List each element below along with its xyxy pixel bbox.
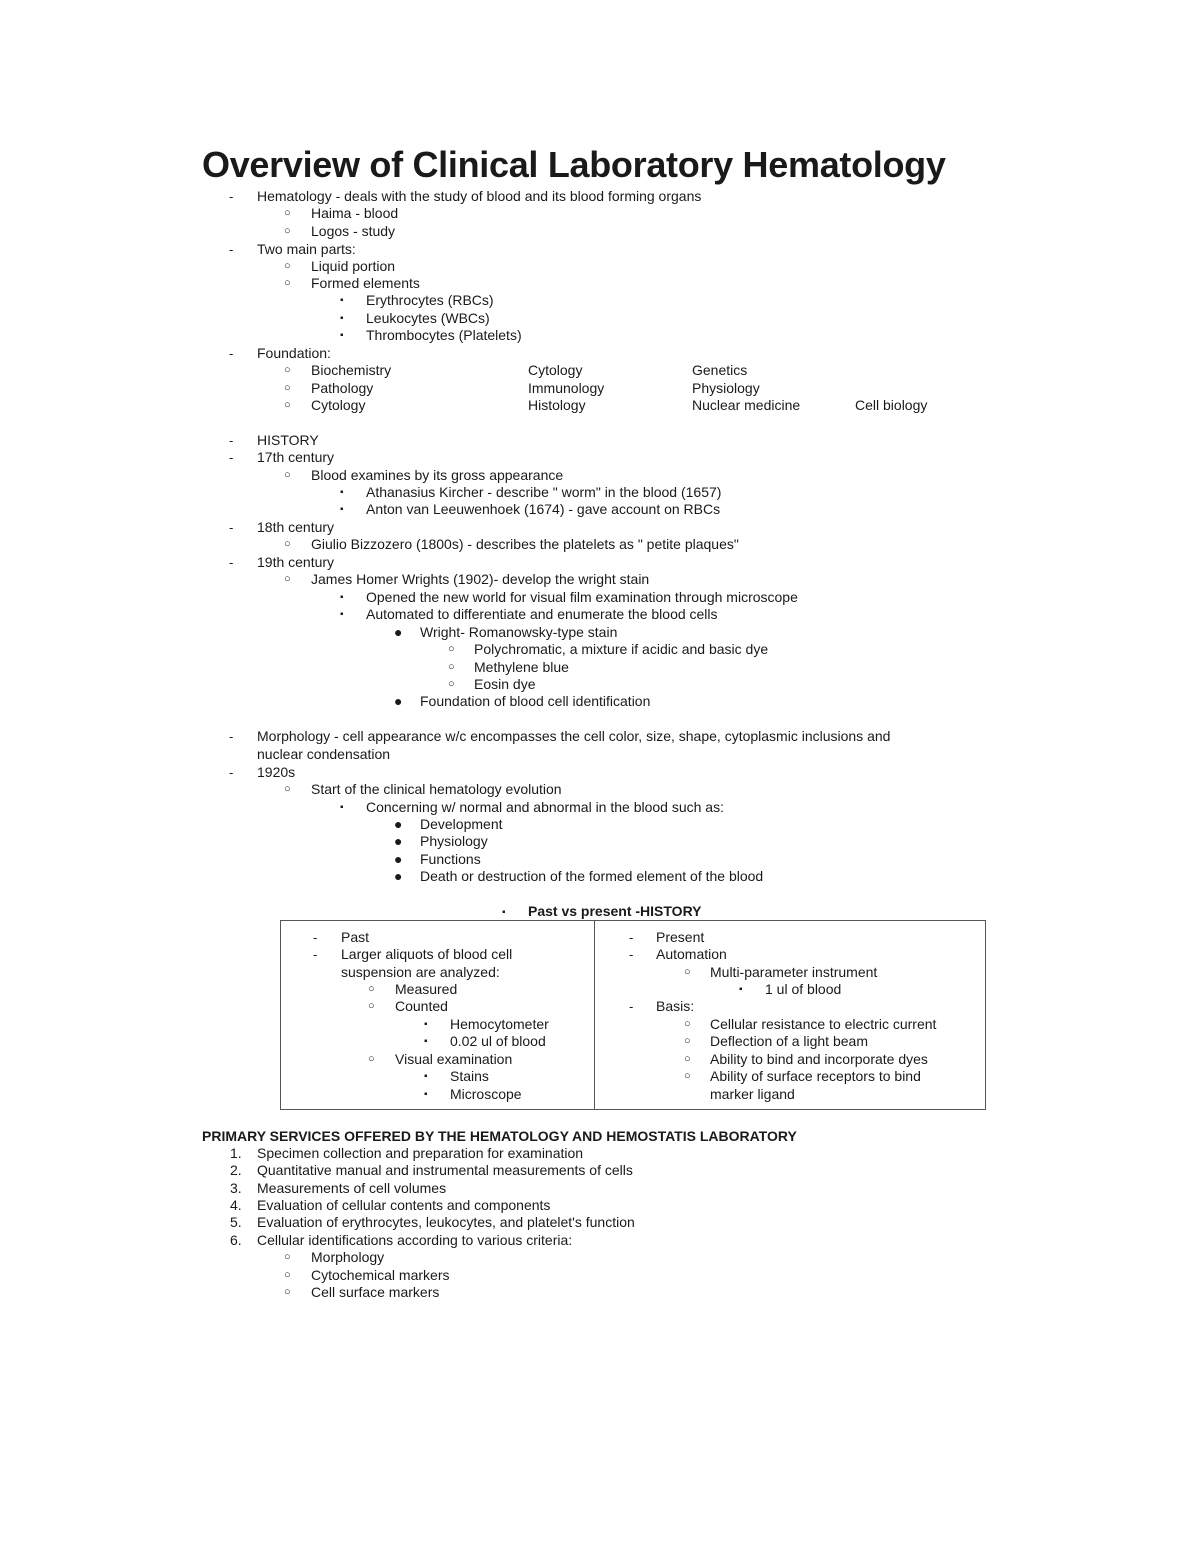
services-num: 6. <box>230 1232 242 1248</box>
bullet-circle: ○ <box>368 983 375 995</box>
outline-physiology: Physiology <box>420 833 488 849</box>
bullet-dash: - <box>229 765 234 780</box>
foundation-cell: Immunology <box>528 380 605 396</box>
outline-17th: 17th century <box>257 449 335 465</box>
outline-history: HISTORY <box>257 432 319 448</box>
present-surface: Ability of surface receptors to bind <box>710 1068 921 1084</box>
outline-leeuwenhoek: Anton van Leeuwenhoek (1674) - gave account on RBCs <box>366 501 721 517</box>
bullet-dash: - <box>229 189 234 204</box>
outline-development: Development <box>420 816 503 832</box>
bullet-dash: - <box>229 555 234 570</box>
outline-foundation-id: Foundation of blood cell identification <box>420 693 651 709</box>
present-multi: Multi-parameter instrument <box>710 964 878 980</box>
services-item: Cellular identifications according to various criteria: <box>257 1232 573 1248</box>
past-label: Past <box>341 929 370 945</box>
bullet-circle: ○ <box>284 399 291 411</box>
bullet-square: ▪ <box>739 984 743 995</box>
outline-wright: James Homer Wrights (1902)- develop the wright stain <box>311 571 650 587</box>
bullet-circle: ○ <box>684 1053 691 1065</box>
bullet-circle: ○ <box>684 1018 691 1030</box>
bullet-dot: ● <box>394 624 403 640</box>
bullet-dash: - <box>229 450 234 465</box>
outline-bizzozero: Giulio Bizzozero (1800s) - describes the platelets as " petite plaques" <box>311 536 739 552</box>
bullet-dot: ● <box>394 833 403 849</box>
services-item: Specimen collection and preparation for examination <box>257 1145 584 1161</box>
bullet-circle: ○ <box>448 678 455 690</box>
services-num: 3. <box>230 1180 242 1196</box>
bullet-circle: ○ <box>284 277 291 289</box>
present-ul1: 1 ul of blood <box>765 981 842 997</box>
bullet-dash: - <box>313 930 318 945</box>
services-sub: Cell surface markers <box>311 1284 440 1300</box>
services-num: 2. <box>230 1162 242 1178</box>
bullet-dash: - <box>229 433 234 448</box>
outline-foundation: Foundation: <box>257 345 331 361</box>
present-bind: Ability to bind and incorporate dyes <box>710 1051 928 1067</box>
bullet-square: ▪ <box>340 330 344 341</box>
outline-liquid: Liquid portion <box>311 258 396 274</box>
bullet-circle: ○ <box>284 783 291 795</box>
outline-18th: 18th century <box>257 519 335 535</box>
foundation-cell: Pathology <box>311 380 374 396</box>
bullet-circle: ○ <box>284 538 291 550</box>
outline-erythro: Erythrocytes (RBCs) <box>366 292 494 308</box>
bullet-circle: ○ <box>284 469 291 481</box>
bullet-circle: ○ <box>284 1269 291 1281</box>
bullet-square: ▪ <box>502 907 506 918</box>
bullet-circle: ○ <box>284 207 291 219</box>
services-num: 5. <box>230 1214 242 1230</box>
past-measured: Measured <box>395 981 458 997</box>
present-deflection: Deflection of a light beam <box>710 1033 868 1049</box>
bullet-dash: - <box>229 242 234 257</box>
foundation-cell: Cytology <box>311 397 366 413</box>
outline-haima: Haima - blood <box>311 205 399 221</box>
bullet-dot: ● <box>394 816 403 832</box>
outline-start: Start of the clinical hematology evolution <box>311 781 562 797</box>
outline-methylene: Methylene blue <box>474 659 569 675</box>
bullet-dot: ● <box>394 693 403 709</box>
foundation-cell: Genetics <box>692 362 748 378</box>
bullet-circle: ○ <box>284 225 291 237</box>
bullet-dash: - <box>229 520 234 535</box>
outline-eosin: Eosin dye <box>474 676 536 692</box>
outline-morphology: Morphology - cell appearance w/c encompasses the cell color, size, shape, cytoplasmic inclusions and <box>257 728 891 744</box>
bullet-dash: - <box>629 930 634 945</box>
bullet-square: ▪ <box>340 504 344 515</box>
table-heading: Past vs present -HISTORY <box>528 903 702 919</box>
bullet-square: ▪ <box>340 313 344 324</box>
table-divider <box>594 920 595 1109</box>
services-sub: Cytochemical markers <box>311 1267 450 1283</box>
bullet-circle: ○ <box>284 1251 291 1263</box>
bullet-square: ▪ <box>340 295 344 306</box>
bullet-circle: ○ <box>368 1000 375 1012</box>
outline-leuko: Leukocytes (WBCs) <box>366 310 490 326</box>
bullet-circle: ○ <box>284 382 291 394</box>
bullet-circle: ○ <box>284 1286 291 1298</box>
past-hemocytometer: Hemocytometer <box>450 1016 549 1032</box>
outline-logos: Logos - study <box>311 223 396 239</box>
bullet-circle: ○ <box>684 966 691 978</box>
outline-functions: Functions <box>420 851 481 867</box>
outline-polychromatic: Polychromatic, a mixture if acidic and basic dye <box>474 641 769 657</box>
present-resistance: Cellular resistance to electric current <box>710 1016 937 1032</box>
foundation-cell: Nuclear medicine <box>692 397 801 413</box>
bullet-square: ▪ <box>424 1089 428 1100</box>
foundation-cell: Cell biology <box>855 397 928 413</box>
bullet-circle: ○ <box>684 1035 691 1047</box>
bullet-dot: ● <box>394 868 403 884</box>
bullet-circle: ○ <box>684 1070 691 1082</box>
past-microscope: Microscope <box>450 1086 522 1102</box>
past-stains: Stains <box>450 1068 489 1084</box>
services-item: Quantitative manual and instrumental measurements of cells <box>257 1162 633 1178</box>
present-automation: Automation <box>656 946 727 962</box>
outline-opened: Opened the new world for visual film examination through microscope <box>366 589 798 605</box>
outline-death: Death or destruction of the formed element of the blood <box>420 868 764 884</box>
services-item: Evaluation of cellular contents and components <box>257 1197 551 1213</box>
bullet-dash: - <box>229 346 234 361</box>
outline-two-parts: Two main parts: <box>257 241 356 257</box>
services-item: Evaluation of erythrocytes, leukocytes, and platelet's function <box>257 1214 635 1230</box>
bullet-square: ▪ <box>424 1036 428 1047</box>
services-num: 1. <box>230 1145 242 1161</box>
bullet-dash: - <box>229 729 234 744</box>
outline-formed: Formed elements <box>311 275 420 291</box>
outline-morphology-cont: nuclear condensation <box>257 746 391 762</box>
past-visual: Visual examination <box>395 1051 513 1067</box>
bullet-square: ▪ <box>424 1019 428 1030</box>
bullet-dot: ● <box>394 851 403 867</box>
past-ul002: 0.02 ul of blood <box>450 1033 546 1049</box>
outline-thrombo: Thrombocytes (Platelets) <box>366 327 522 343</box>
bullet-circle: ○ <box>284 260 291 272</box>
outline-19th: 19th century <box>257 554 335 570</box>
outline-romanowsky: Wright- Romanowsky-type stain <box>420 624 618 640</box>
bullet-circle: ○ <box>448 661 455 673</box>
bullet-circle: ○ <box>368 1053 375 1065</box>
foundation-cell: Cytology <box>528 362 583 378</box>
services-heading: PRIMARY SERVICES OFFERED BY THE HEMATOLOGY AND HEMOSTATIS LABORATORY <box>202 1128 797 1144</box>
bullet-dash: - <box>313 947 318 962</box>
outline-concerning: Concerning w/ normal and abnormal in the blood such as: <box>366 799 724 815</box>
bullet-circle: ○ <box>284 573 291 585</box>
bullet-square: ▪ <box>424 1071 428 1082</box>
services-num: 4. <box>230 1197 242 1213</box>
services-sub: Morphology <box>311 1249 385 1265</box>
bullet-square: ▪ <box>340 487 344 498</box>
past-counted: Counted <box>395 998 448 1014</box>
bullet-dash: - <box>629 947 634 962</box>
bullet-square: ▪ <box>340 609 344 620</box>
page-title: Overview of Clinical Laboratory Hematology <box>202 144 946 185</box>
outline-gross: Blood examines by its gross appearance <box>311 467 564 483</box>
bullet-square: ▪ <box>340 802 344 813</box>
outline-1920s: 1920s <box>257 764 296 780</box>
bullet-dash: - <box>629 999 634 1014</box>
outline-kircher: Athanasius Kircher - describe " worm" in the blood (1657) <box>366 484 722 500</box>
past-larger-cont: suspension are analyzed: <box>341 964 500 980</box>
present-basis: Basis: <box>656 998 695 1014</box>
bullet-circle: ○ <box>448 643 455 655</box>
present-surface-cont: marker ligand <box>710 1086 795 1102</box>
foundation-cell: Histology <box>528 397 586 413</box>
present-label: Present <box>656 929 705 945</box>
outline-hematology: Hematology - deals with the study of blood and its blood forming organs <box>257 188 702 204</box>
past-larger: Larger aliquots of blood cell <box>341 946 513 962</box>
outline-automated: Automated to differentiate and enumerate the blood cells <box>366 606 718 622</box>
bullet-circle: ○ <box>284 364 291 376</box>
foundation-cell: Biochemistry <box>311 362 392 378</box>
services-item: Measurements of cell volumes <box>257 1180 447 1196</box>
bullet-square: ▪ <box>340 592 344 603</box>
foundation-cell: Physiology <box>692 380 760 396</box>
